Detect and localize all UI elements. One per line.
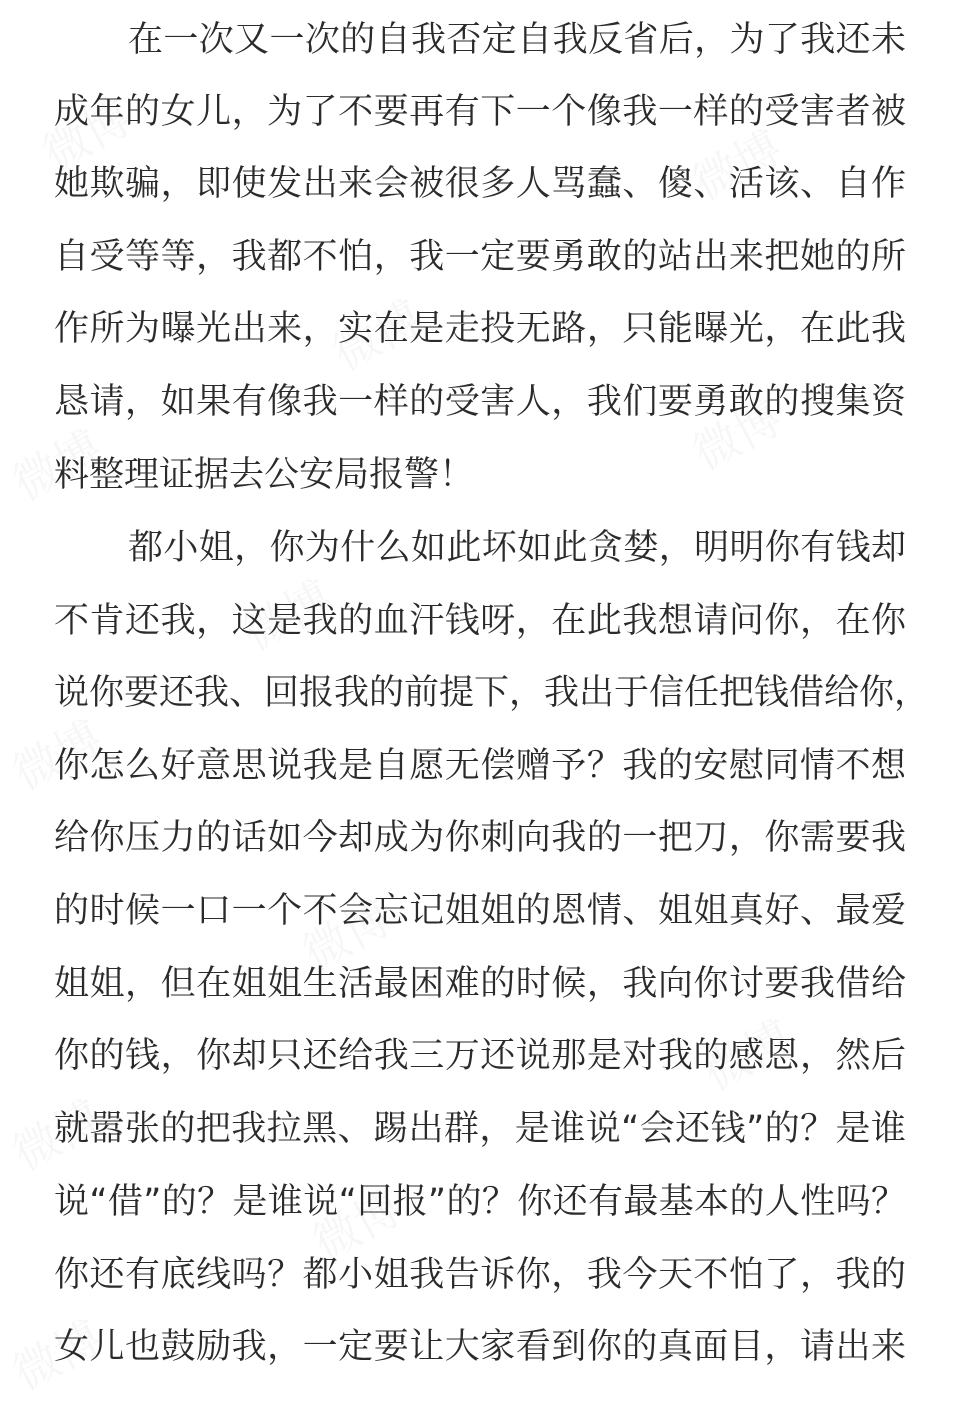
text-line: 她欺骗，即使发出来会被很多人骂蠢、傻、活该、自作 [54, 164, 906, 204]
text-line: 说你要还我、回报我的前提下，我出于信任把钱借给你， [54, 673, 930, 713]
text-line: 不肯还我，这是我的血汗钱呀，在此我想请问你，在你 [54, 601, 906, 641]
text-line: 就嚣张的把我拉黑、踢出群，是谁说“会还钱”的？是谁 [54, 1109, 906, 1149]
text-line: 的时候一口一个不会忘记姐姐的恩情、姐姐真好、最爱 [54, 891, 906, 931]
text-line: 说“借”的？是谁说“回报”的？你还有最基本的人性吗？ [54, 1182, 906, 1222]
text-line: 你的钱，你却只还给我三万还说那是对我的感恩，然后 [54, 1036, 906, 1076]
text-line: 料整理证据去公安局报警！ [54, 455, 475, 495]
text-line: 成年的女儿，为了不要再有下一个像我一样的受害者被 [54, 92, 906, 132]
text-line: 你怎么好意思说我是自愿无偿赠予？我的安慰同情不想 [54, 746, 906, 786]
text-line: 都小姐，你为什么如此坏如此贪婪，明明你有钱却 [128, 528, 906, 568]
text-line: 给你压力的话如今却成为你刺向我的一把刀，你需要我 [54, 818, 906, 858]
text-line: 姐姐，但在姐姐生活最困难的时候，我向你讨要我借给 [54, 964, 906, 1004]
text-line: 在一次又一次的自我否定自我反省后，为了我还未 [128, 20, 906, 60]
text-line: 自受等等，我都不怕，我一定要勇敢的站出来把她的所 [54, 237, 906, 277]
text-line: 作所为曝光出来，实在是走投无路，只能曝光，在此我 [54, 309, 906, 349]
text-line: 女儿也鼓励我，一定要让大家看到你的真面目，请出来 [54, 1327, 906, 1367]
text-line: 恳请，如果有像我一样的受害人，我们要勇敢的搜集资 [54, 382, 906, 422]
text-line: 你还有底线吗？都小姐我告诉你，我今天不怕了，我的 [54, 1255, 906, 1295]
